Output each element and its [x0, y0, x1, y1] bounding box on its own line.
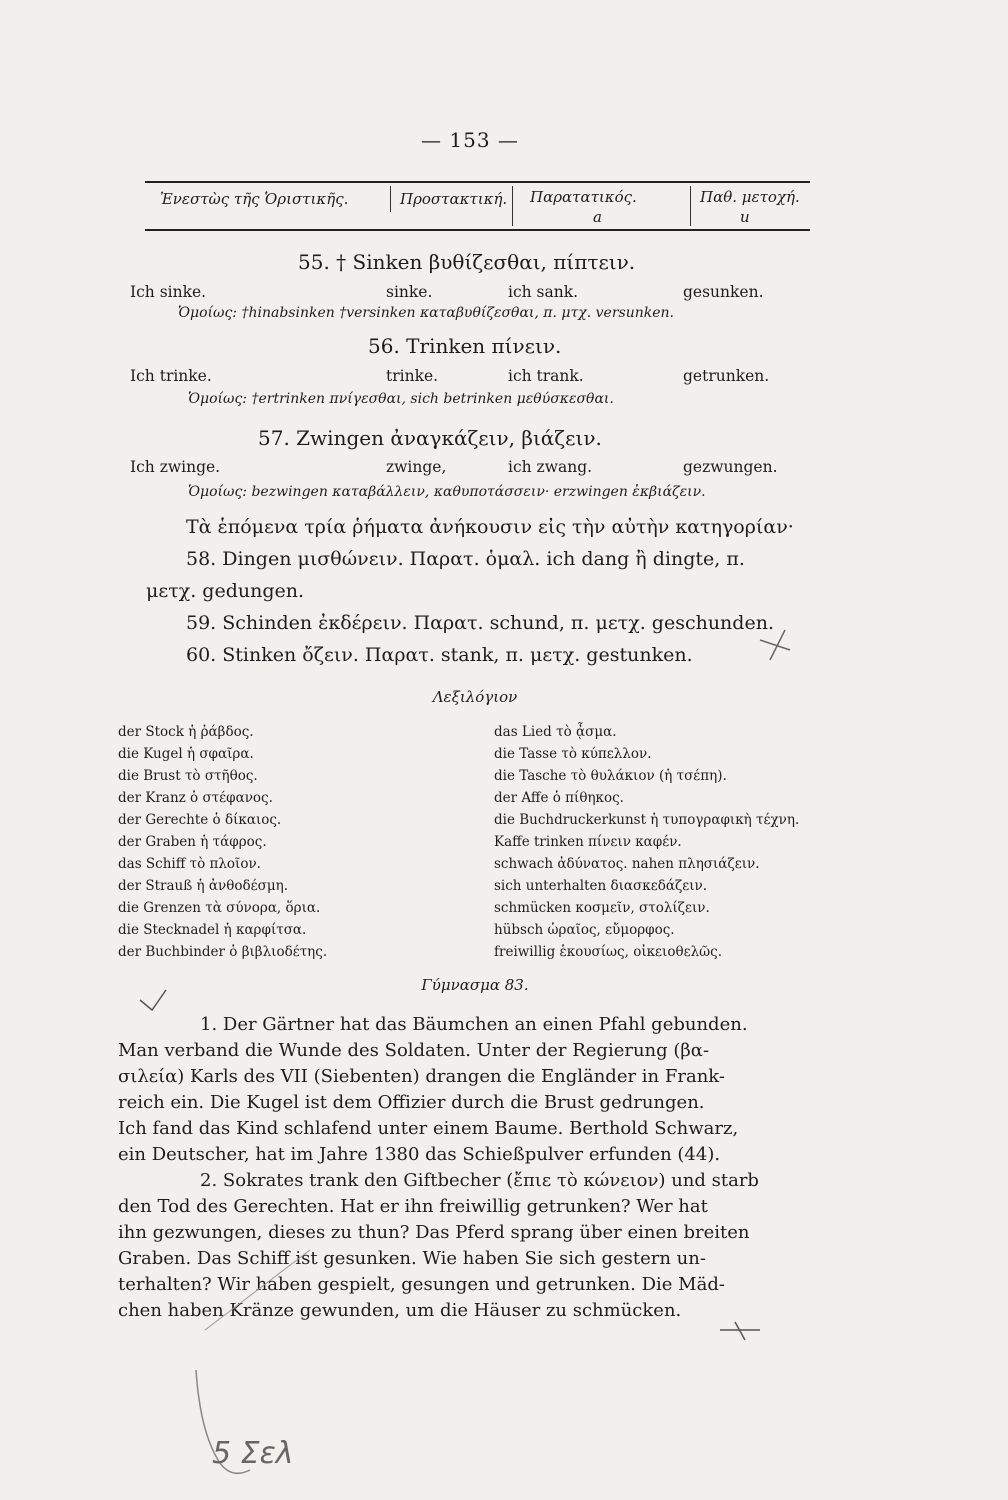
vocab-left-item: der Stock ἡ ῥάβδος. — [118, 724, 254, 740]
paragraph-intro: Τὰ ἑπόμενα τρία ῥήματα ἀνήκουσιν εἰς τὴν αὐτὴν κατηγορίαν· — [186, 516, 794, 538]
vocab-right-item: schwach ἀδύνατος. nahen πλησιάζειν. — [494, 856, 760, 872]
page-number: — 153 — — [421, 128, 519, 152]
vocab-right-item: der Affe ὁ πίθηκος. — [494, 790, 624, 806]
header-col-imperfect: Παρατατικός. — [530, 188, 637, 206]
vocab-right-item: die Tasse τὸ κύπελλον. — [494, 746, 652, 762]
entry-similar: Ὁμοίως: bezwingen καταβάλλειν, καθυποτάσσειν· erzwingen ἐκβιάζειν. — [188, 484, 706, 500]
exercise-line: Ich fand das Kind schlafend unter einem Baume. Berthold Schwarz, — [118, 1118, 739, 1139]
entry-form-participle: getrunken. — [683, 367, 770, 385]
exercise-line: 2. Sokrates trank den Giftbecher (ἔπιε τὸ κώνειον) und starb — [200, 1170, 759, 1191]
entry-form-imperfect: ich sank. — [508, 283, 579, 301]
vocab-right-item: sich unterhalten διασκεδάζειν. — [494, 878, 708, 894]
handwritten-note: 5 Σελ — [212, 1436, 294, 1471]
vocab-left-item: das Schiff τὸ πλοῖον. — [118, 856, 261, 872]
entry-title: 55. † Sinken βυθίζεσθαι, πίπτειν. — [298, 250, 636, 274]
header-col-imperative: Προστακτική. — [400, 190, 508, 208]
vocab-right-item: schmücken κοσμεῖν, στολίζειν. — [494, 900, 710, 916]
exercise-title: Γύμνασμα 83. — [421, 976, 529, 994]
exercise-line: den Tod des Gerechten. Hat er ihn freiwillig getrunken? Wer hat — [118, 1196, 708, 1217]
vocab-left-item: der Kranz ὁ στέφανος. — [118, 790, 273, 806]
entry-similar: Ὁμοίως: †ertrinken πνίγεσθαι, sich betrinken μεθύσκεσθαι. — [188, 391, 614, 407]
exercise-line: ihn gezwungen, dieses zu thun? Das Pferd sprang über einen breiten — [118, 1222, 750, 1243]
header-col-imperfect-vowel: a — [593, 208, 602, 226]
entry-form-imperative: zwinge, — [386, 458, 447, 476]
entry-form-present: Ich zwinge. — [130, 458, 221, 476]
vocab-left-item: die Brust τὸ στῆθος. — [118, 768, 258, 784]
vocab-right-item: hübsch ὡραῖος, εὔμορφος. — [494, 922, 675, 938]
vocab-left-item: der Strauß ἡ ἀνθοδέσμη. — [118, 878, 289, 894]
vocab-left-item: die Stecknadel ἡ καρφίτσα. — [118, 922, 307, 938]
paragraph-line-60: 60. Stinken ὄζειν. Παρατ. stank, π. μετχ. gestunken. — [186, 644, 693, 666]
vocab-left-item: der Graben ἡ τάφρος. — [118, 834, 267, 850]
entry-title: 57. Zwingen ἀναγκάζειν, βιάζειν. — [258, 426, 602, 450]
entry-form-participle: gesunken. — [683, 283, 764, 301]
vocab-right-item: die Tasche τὸ θυλάκιον (ἡ τσέπη). — [494, 768, 727, 784]
vocab-right-item: freiwillig ἑκουσίως, οἰκειοθελῶς. — [494, 944, 723, 960]
paragraph-line-59: 59. Schinden ἐκδέρειν. Παρατ. schund, π. μετχ. geschunden. — [186, 612, 774, 634]
exercise-line: 1. Der Gärtner hat das Bäumchen an einen Pfahl gebunden. — [200, 1014, 748, 1035]
exercise-line: σιλεία) Karls des VII (Siebenten) drangen die Engländer in Frank- — [118, 1066, 725, 1087]
vocab-title: Λεξιλόγιον — [432, 688, 518, 706]
entry-form-imperfect: ich trank. — [508, 367, 584, 385]
vocab-right-item: Kaffe trinken πίνειν καφέν. — [494, 834, 682, 850]
vocab-right-item: das Lied τὸ ᾆσμα. — [494, 724, 617, 740]
exercise-line: terhalten? Wir haben gespielt, gesungen und getrunken. Die Mäd- — [118, 1274, 725, 1295]
vocab-right-item: die Buchdruckerkunst ἡ τυπογραφικὴ τέχνη. — [494, 812, 800, 828]
entry-title: 56. Trinken πίνειν. — [368, 334, 562, 358]
exercise-line: ein Deutscher, hat im Jahre 1380 das Schießpulver erfunden (44). — [118, 1144, 721, 1165]
exercise-line: reich ein. Die Kugel ist dem Offizier durch die Brust gedrungen. — [118, 1092, 705, 1113]
paragraph-line-58-cont: μετχ. gedungen. — [146, 580, 305, 602]
vocab-left-item: die Kugel ἡ σφαῖρα. — [118, 746, 254, 762]
entry-form-imperative: sinke. — [386, 283, 433, 301]
paragraph-line-58: 58. Dingen μισθώνειν. Παρατ. ὁμαλ. ich dang ἢ dingte, π. — [186, 548, 745, 570]
entry-form-participle: gezwungen. — [683, 458, 778, 476]
entry-form-imperative: trinke. — [386, 367, 439, 385]
entry-form-imperfect: ich zwang. — [508, 458, 593, 476]
vocab-left-item: der Gerechte ὁ δίκαιος. — [118, 812, 282, 828]
vocab-left-item: die Grenzen τὰ σύνορα, ὅρια. — [118, 900, 321, 916]
entry-form-present: Ich trinke. — [130, 367, 212, 385]
entry-similar: Ὁμοίως: †hinabsinken †versinken καταβυθίζεσθαι, π. μτχ. versunken. — [178, 305, 674, 321]
header-col-participle-vowel: u — [740, 208, 750, 226]
entry-form-present: Ich sinke. — [130, 283, 207, 301]
vocab-left-item: der Buchbinder ὁ βιβλιοδέτης. — [118, 944, 328, 960]
exercise-line: chen haben Kränze gewunden, um die Häuser zu schmücken. — [118, 1300, 682, 1321]
header-col-participle: Παθ. μετοχή. — [700, 188, 800, 206]
exercise-line: Graben. Das Schiff ist gesunken. Wie haben Sie sich gestern un- — [118, 1248, 706, 1269]
header-col-present: Ἐνεστὼς τῆς Ὁριστικῆς. — [160, 190, 349, 208]
exercise-line: Man verband die Wunde des Soldaten. Unter der Regierung (βα- — [118, 1040, 710, 1061]
